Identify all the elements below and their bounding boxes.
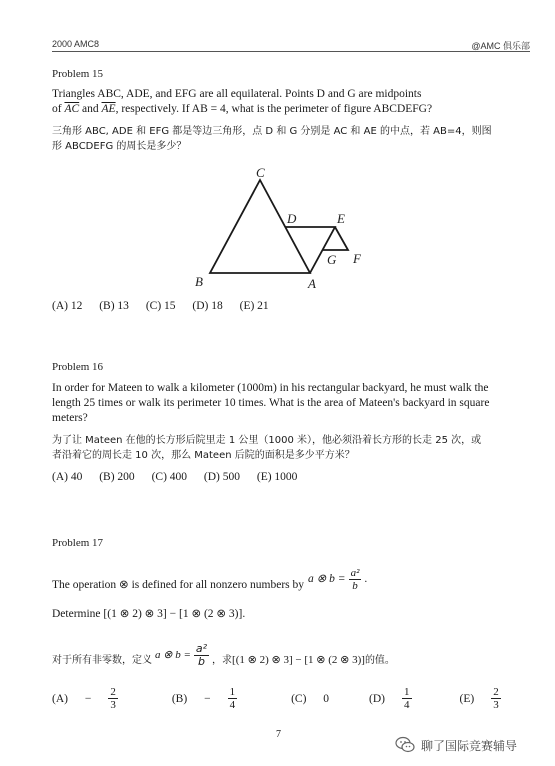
problem-15-zh-line2: 形 ABCDEFG 的周长是多少？ xyxy=(52,141,187,152)
problem-16-choices xyxy=(52,471,311,483)
watermark xyxy=(395,736,517,754)
definition-fraction: $\frac{\text{a²}}{b}$ xyxy=(350,567,360,592)
problem-17-choices xyxy=(52,686,543,711)
problem-17-title: Problem 17 xyxy=(52,537,104,549)
problem-15-en-line1: Triangles ABC, ADE, and EFG are all equilateral. Points D and G are midpoints xyxy=(52,88,422,100)
header-right: @AMC 俱乐部 xyxy=(471,41,530,51)
label-b: B xyxy=(195,274,203,289)
problem-16-en-line3: meters? xyxy=(52,412,88,424)
choice-c[interactable]: (C) 400 xyxy=(151,471,188,483)
choice-a[interactable]: (A) 40 xyxy=(52,471,83,483)
choice-c[interactable]: (C) 15 xyxy=(145,300,176,312)
choice-c[interactable]: (C) 0 xyxy=(291,692,330,705)
choice-b[interactable]: (B) − $\frac{1}{4}$ xyxy=(171,686,236,711)
problem-16-title: Problem 16 xyxy=(52,361,104,373)
choice-e[interactable]: (E) $\frac{2}{3}$ xyxy=(459,686,499,711)
choice-e[interactable]: (E) 1000 xyxy=(256,471,298,483)
choice-b[interactable]: (B) 13 xyxy=(99,300,129,312)
choice-a[interactable]: (A) − $\frac{2}{3}$ xyxy=(52,686,116,711)
triangle-efg xyxy=(322,227,348,250)
problem-16-zh-line2: 者沿着它的周长走 10 次，那么 Mateen 后院的面积是多少平方米？ xyxy=(52,450,355,461)
problem-15-choices xyxy=(52,300,283,312)
problem-15-en-line2: of $\overline{AC}$ and $\overline{AE}$, respectively. If AB = 4, what is the perimeter of figure ABCDEFG? xyxy=(52,103,433,115)
label-g: G xyxy=(327,252,337,267)
choice-d[interactable]: (D) $\frac{1}{4}$ xyxy=(369,686,410,711)
label-c: C xyxy=(256,165,265,180)
label-d: D xyxy=(287,211,297,226)
wechat-icon xyxy=(395,736,415,754)
page-number: 7 xyxy=(276,729,281,740)
problem-17-zh-line: 对于所有非零数，定义 a ⊗ b = $\frac{\text{a²}}{b}$ ，求 [(1 ⊗ 2) ⊗ 3] − [1 ⊗ (2 ⊗ 3)] 的值。 xyxy=(52,642,395,668)
problem-15-figure xyxy=(190,160,380,295)
choice-a[interactable]: (A) 12 xyxy=(52,300,83,312)
problem-17-definition: The operation ⊗ is defined for all nonzero numbers by a ⊗ b = $\frac{\text{a²}}{b}$ . xyxy=(52,567,368,592)
header-left: 2000 AMC8 xyxy=(52,39,100,49)
problem-17-determine: Determine [(1 ⊗ 2) ⊗ 3] − [1 ⊗ (2 ⊗ 3)]. xyxy=(52,608,246,620)
header-rule xyxy=(52,51,530,52)
choice-b[interactable]: (B) 200 xyxy=(99,471,135,483)
choice-d[interactable]: (D) 18 xyxy=(192,300,223,312)
label-f: F xyxy=(353,251,361,266)
watermark-text: 聊了国际竞赛辅导 xyxy=(421,738,518,753)
problem-16-en-line2: length 25 times or walk its perimeter 10 times. What is the area of Mateen's backyard in square xyxy=(52,397,490,409)
zh-definition-fraction: $\frac{\text{a²}}{b}$ xyxy=(195,642,208,668)
choice-d[interactable]: (D) 500 xyxy=(203,471,240,483)
label-a: A xyxy=(308,276,316,291)
label-e: E xyxy=(337,211,345,226)
problem-16-zh-line1: 为了让 Mateen 在他的长方形后院里走 1 公里（1000 米），他必须沿着长方形的长走 25 次，或 xyxy=(52,435,482,446)
choice-e[interactable]: (E) 21 xyxy=(239,300,269,312)
problem-15-zh-line1: 三角形 ABC, ADE 和 EFG 都是等边三角形，点 D 和 G 分别是 AC 和 AE 的中点，若 AB=4，则图 xyxy=(52,126,492,137)
problem-16-en-line1: In order for Mateen to walk a kilometer (1000m) in his rectangular backyard, he must walk the xyxy=(52,382,489,394)
problem-15-title: Problem 15 xyxy=(52,68,104,80)
